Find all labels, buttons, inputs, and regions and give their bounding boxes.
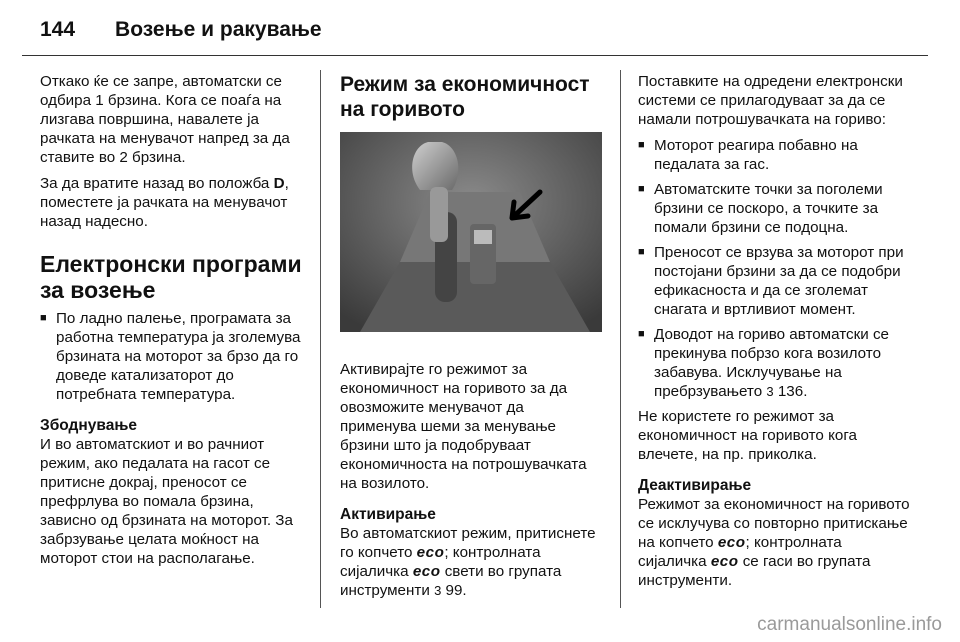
bullet-icon: ■ <box>638 183 645 195</box>
page-reference-icon: 3 <box>434 583 442 598</box>
paragraph-return-d <box>40 174 312 231</box>
page-reference[interactable]: 136. <box>777 383 808 400</box>
gear-d-label: D <box>273 175 285 192</box>
gear-selector-eco-figure <box>340 132 602 332</box>
paragraph-first-gear: Откако ќе се запре, автоматски се одбира 1 брзина. Кога се поаѓа на лизгава површина, навалете ја рачката на менувачот напред за да ставите во 2 брзина. <box>40 73 290 166</box>
heading-kickdown: Збоднување <box>40 417 137 434</box>
header-rule <box>22 55 928 56</box>
text: Режимот за економичност на горивото се исклучува со повторно притискање на копчето <box>638 496 910 551</box>
bullet-icon: ■ <box>638 246 645 258</box>
paragraph-activation <box>340 524 602 600</box>
list-item-text: Моторот реагира побавно на педалата за гас. <box>654 137 858 173</box>
column-2 <box>340 72 602 607</box>
paragraph-deactivation <box>638 495 912 590</box>
list-item <box>638 243 912 319</box>
eco-indicator-icon: eco <box>412 563 441 580</box>
paragraph-kickdown: И во автоматскиот и во рачниот режим, ако педалата на гасот се притисне докрај, преносот се префрлува во помала брзина, зависно од брзината на моторот. За забрзување целата моќност на моторот стои на располагање. <box>40 436 293 567</box>
bullet-icon: ■ <box>638 139 645 151</box>
eco-button-icon: eco <box>717 534 746 551</box>
column-divider-1 <box>320 70 321 608</box>
text: За да вратите назад во положба <box>40 175 274 192</box>
paragraph-eco-activate: Активирајте го режимот за економичност на горивото за да овозможите менувачот да применува шеми за менување брзини што ја подобруваат економичноста на потрошувачката на возилото. <box>340 361 587 492</box>
list-item-text: Автоматските точки за поголеми брзини се поскоро, а точките за помали брзини се подоцна. <box>654 181 883 236</box>
page-title: Возење и ракување <box>115 18 322 41</box>
text: се гаси во групата инструменти. <box>638 553 871 589</box>
list-item <box>638 180 912 237</box>
heading-eco-mode: Режим за економичност на горивото <box>340 73 590 121</box>
electronic-programs-list <box>40 309 312 404</box>
watermark: carmanualsonline.info <box>757 614 942 635</box>
paragraph-settings-intro: Поставките на одредени електронски системи се прилагодуваат за да се намали потрошувачката на гориво: <box>638 73 903 128</box>
text: ; контролната сијаличка <box>638 534 842 570</box>
list-item-text: Доводот на гориво автоматски се прекинува побрзо кога возилото забавува. Исклучување на пребрзувањето <box>654 326 889 400</box>
column-divider-2 <box>620 70 621 608</box>
heading-deactivation: Деактивирање <box>638 477 752 494</box>
text: ; контролната сијаличка <box>340 544 541 580</box>
heading-activation: Активирање <box>340 506 436 523</box>
column-1 <box>40 72 312 575</box>
list-item <box>40 309 312 404</box>
list-item-text: Преносот се врзува за моторот при постојани брзини за да се подобри ефикасноста и да се зголемат снагата и вртливиот момент. <box>654 244 904 318</box>
text: , поместете ја рачката на менувачот назад надесно. <box>40 175 289 230</box>
eco-effects-list <box>638 136 912 401</box>
page-reference-icon: 3 <box>766 384 774 399</box>
paragraph-trailer-warning: Не користете го режимот за економичност на горивото кога влечете, на пр. приколка. <box>638 408 857 463</box>
bullet-icon: ■ <box>638 328 645 340</box>
text: свети во групата инструменти <box>340 563 562 599</box>
list-item <box>638 325 912 401</box>
heading-electronic-programs: Електронски програми за возење <box>40 251 302 303</box>
bullet-icon: ■ <box>40 312 47 324</box>
list-item-text: По ладно палење, програмата за работна температура ја зголемува брзината на моторот за брзо да го доведе катализаторот до потребната температура. <box>56 310 301 403</box>
page-number: 144 <box>40 18 76 41</box>
eco-indicator-icon: eco <box>710 553 739 570</box>
page-header <box>40 18 322 42</box>
eco-button-icon: eco <box>416 544 445 561</box>
text: Во автоматскиот режим, притиснете го копчето <box>340 525 596 561</box>
column-3 <box>638 72 912 597</box>
page-reference[interactable]: 99. <box>445 582 467 599</box>
list-item <box>638 136 912 174</box>
